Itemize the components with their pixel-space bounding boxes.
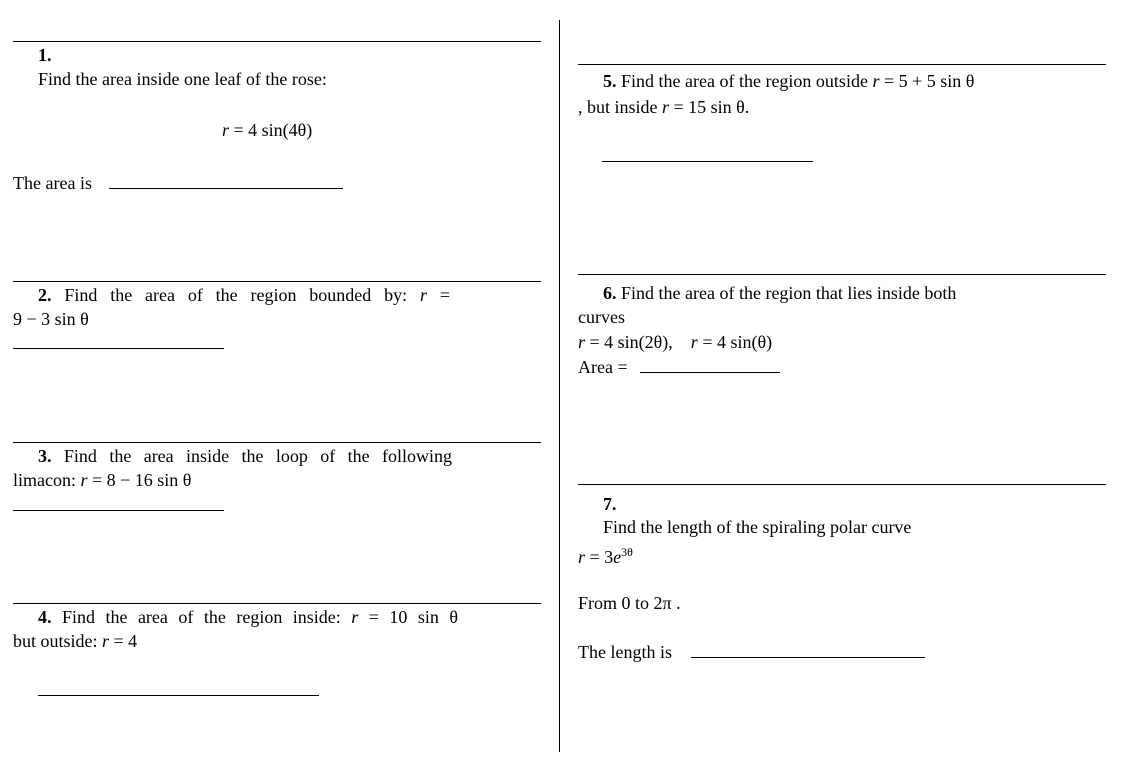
problem-4-eq2: = 4 <box>109 631 138 651</box>
problem-4-answer-blank[interactable] <box>38 695 319 696</box>
problem-3-line2-prefix: limacon: <box>13 470 81 490</box>
problem-4-eq: = 10 sin θ <box>358 607 458 627</box>
problem-4-line2 <box>13 630 137 652</box>
problem-6-text: Find the area of the region that lies inside both <box>621 283 957 303</box>
problem-6-eq-b-var: r <box>690 332 698 352</box>
problem-2-rule <box>13 281 541 282</box>
problem-5-var: r <box>872 71 880 91</box>
problem-3-text: Find the area inside the loop of the following <box>63 446 453 466</box>
problem-1-answer-label: The area is <box>13 173 92 193</box>
problem-7-eq-exp: 3θ <box>621 545 633 559</box>
column-divider <box>559 20 560 752</box>
problem-2-line1 <box>38 284 450 306</box>
problem-4-var2: r <box>102 631 110 651</box>
problem-3-eq: = 8 − 16 sin θ <box>87 470 192 490</box>
problem-7-eq-rest: = 3 <box>585 547 614 567</box>
problem-6-answer-blank[interactable] <box>640 372 780 373</box>
problem-3-var: r <box>80 470 88 490</box>
problem-4-text: Find the area of the region inside: <box>61 607 341 627</box>
problem-5-answer-blank[interactable] <box>602 161 813 162</box>
problem-3-line1 <box>38 445 452 467</box>
problem-7-answer-blank[interactable] <box>691 657 925 658</box>
problem-6-equations <box>578 331 772 353</box>
problem-1-number: 1. <box>38 45 52 65</box>
problem-5-eq: = 5 + 5 sin θ <box>879 71 975 91</box>
problem-6-answer-label: Area = <box>578 357 628 377</box>
problem-5-rule <box>578 64 1106 65</box>
problem-7-number: 7. <box>603 494 617 514</box>
problem-1-equation-rest: = 4 sin(4θ) <box>229 120 313 140</box>
problem-5-var2: r <box>662 97 670 117</box>
problem-5-number: 5. <box>603 71 617 91</box>
problem-5-text: Find the area of the region outside <box>621 71 868 91</box>
problem-6-rule <box>578 274 1106 275</box>
problem-2-answer-blank[interactable] <box>13 348 224 349</box>
problem-7-answer-label: The length is <box>578 642 672 662</box>
problem-4-var: r <box>351 607 359 627</box>
problem-1-answer-blank[interactable] <box>109 188 343 189</box>
problem-2-number: 2. <box>38 285 52 305</box>
problem-5-line1 <box>603 70 974 92</box>
problem-3-rule <box>13 442 541 443</box>
problem-7-eq-var: r <box>578 547 586 567</box>
problem-6-eq-a: = 4 sin(2θ), <box>585 332 673 352</box>
problem-6-eq-a-var: r <box>578 332 586 352</box>
problem-4-number: 4. <box>38 607 52 627</box>
problem-4-line1 <box>38 606 458 628</box>
problem-5-line2 <box>578 96 749 118</box>
problem-6-line2: curves <box>578 307 625 327</box>
problem-7-eq-e: e <box>613 547 622 567</box>
problem-2-eq: = <box>427 285 450 305</box>
problem-7-rule <box>578 484 1106 485</box>
problem-3-answer-blank[interactable] <box>13 510 224 511</box>
problem-2-line2: 9 − 3 sin θ <box>13 309 89 329</box>
problem-6-number: 6. <box>603 283 617 303</box>
problem-3-line2 <box>13 469 191 491</box>
problem-7-equation <box>578 541 633 568</box>
problem-5-eq2: = 15 sin θ. <box>669 97 750 117</box>
problem-2-text: Find the area of the region bounded by: <box>64 285 408 305</box>
problem-6-eq-b: = 4 sin(θ) <box>697 332 773 352</box>
problem-2-var: r <box>419 285 427 305</box>
problem-3-number: 3. <box>38 446 52 466</box>
problem-5-line2-prefix: , but inside <box>578 97 662 117</box>
problem-1-rule <box>13 41 541 42</box>
problem-1-text: Find the area inside one leaf of the rose: <box>38 69 327 89</box>
problem-1-equation-var: r <box>222 120 230 140</box>
problem-6-line1 <box>603 282 956 304</box>
problem-7-text: Find the length of the spiraling polar curve <box>603 517 912 537</box>
problem-4-line2-prefix: but outside: <box>13 631 102 651</box>
problem-4-rule <box>13 603 541 604</box>
problem-1-equation <box>222 119 312 141</box>
problem-7-range: From 0 to 2π . <box>578 593 681 613</box>
